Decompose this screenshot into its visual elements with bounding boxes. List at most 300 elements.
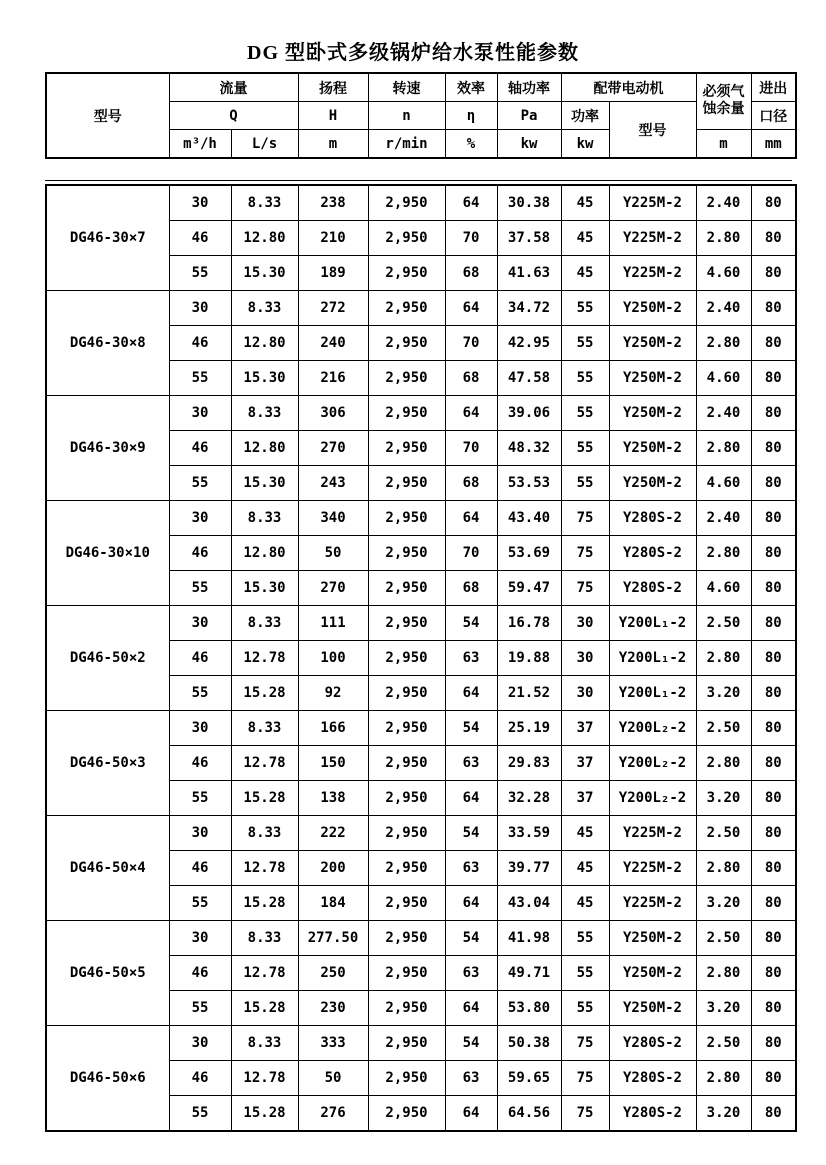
head-m-cell: 243 (298, 466, 368, 501)
shaft-power-kw-cell: 53.69 (497, 536, 561, 571)
motor-model-cell: Y280S-2 (609, 571, 696, 606)
motor-power-kw-cell: 55 (561, 956, 609, 991)
shaft-power-kw-cell: 59.65 (497, 1061, 561, 1096)
motor-power-kw-cell: 45 (561, 886, 609, 921)
flow-m3h-cell: 55 (169, 676, 231, 711)
flow-ls-cell: 8.33 (231, 501, 298, 536)
speed-rmin-cell: 2,950 (368, 536, 445, 571)
speed-rmin-cell: 2,950 (368, 676, 445, 711)
npsh-m-cell: 3.20 (696, 781, 751, 816)
flow-ls-cell: 8.33 (231, 921, 298, 956)
pump-model-cell: DG46-50×6 (46, 1026, 169, 1132)
port-mm-cell: 80 (751, 221, 796, 256)
flow-m3h-cell: 30 (169, 1026, 231, 1061)
motor-model-cell: Y250M-2 (609, 956, 696, 991)
flow-ls-cell: 12.78 (231, 851, 298, 886)
col-header-port-line1: 进出 (751, 73, 796, 102)
npsh-m-cell: 2.80 (696, 221, 751, 256)
npsh-m-cell: 2.50 (696, 1026, 751, 1061)
port-mm-cell: 80 (751, 466, 796, 501)
symbol-pa: Pa (497, 102, 561, 130)
shaft-power-kw-cell: 47.58 (497, 361, 561, 396)
head-m-cell: 216 (298, 361, 368, 396)
efficiency-pct-cell: 64 (445, 291, 497, 326)
flow-ls-cell: 8.33 (231, 185, 298, 221)
shaft-power-kw-cell: 59.47 (497, 571, 561, 606)
port-mm-cell: 80 (751, 606, 796, 641)
head-m-cell: 238 (298, 185, 368, 221)
flow-m3h-cell: 30 (169, 501, 231, 536)
shaft-power-kw-cell: 41.63 (497, 256, 561, 291)
port-mm-cell: 80 (751, 781, 796, 816)
col-header-flow: 流量 (169, 73, 298, 102)
speed-rmin-cell: 2,950 (368, 816, 445, 851)
head-m-cell: 340 (298, 501, 368, 536)
head-m-cell: 184 (298, 886, 368, 921)
efficiency-pct-cell: 54 (445, 606, 497, 641)
motor-model-cell: Y280S-2 (609, 501, 696, 536)
flow-ls-cell: 15.30 (231, 571, 298, 606)
flow-m3h-cell: 30 (169, 711, 231, 746)
speed-rmin-cell: 2,950 (368, 886, 445, 921)
motor-model-cell: Y200L₂-2 (609, 711, 696, 746)
npsh-m-cell: 2.40 (696, 185, 751, 221)
col-header-head: 扬程 (298, 73, 368, 102)
port-mm-cell: 80 (751, 711, 796, 746)
shaft-power-kw-cell: 29.83 (497, 746, 561, 781)
pump-table-body (46, 185, 796, 1131)
page-title: DG 型卧式多级锅炉给水泵性能参数 (247, 42, 579, 64)
npsh-m-cell: 2.80 (696, 536, 751, 571)
shaft-power-kw-cell: 49.71 (497, 956, 561, 991)
shaft-power-kw-cell: 30.38 (497, 185, 561, 221)
npsh-m-cell: 2.80 (696, 431, 751, 466)
npsh-m-cell: 4.60 (696, 256, 751, 291)
speed-rmin-cell: 2,950 (368, 851, 445, 886)
speed-rmin-cell: 2,950 (368, 781, 445, 816)
col-header-motor: 配带电动机 (561, 73, 696, 102)
speed-rmin-cell: 2,950 (368, 956, 445, 991)
motor-model-cell: Y225M-2 (609, 851, 696, 886)
pump-data-table (45, 184, 797, 1132)
table-row (46, 921, 796, 956)
table-row (46, 606, 796, 641)
port-mm-cell: 80 (751, 431, 796, 466)
npsh-m-cell: 2.80 (696, 956, 751, 991)
efficiency-pct-cell: 68 (445, 571, 497, 606)
efficiency-pct-cell: 70 (445, 326, 497, 361)
motor-power-kw-cell: 75 (561, 1026, 609, 1061)
flow-m3h-cell: 46 (169, 851, 231, 886)
flow-ls-cell: 15.28 (231, 886, 298, 921)
efficiency-pct-cell: 54 (445, 711, 497, 746)
flow-ls-cell: 15.28 (231, 991, 298, 1026)
port-mm-cell: 80 (751, 921, 796, 956)
flow-m3h-cell: 55 (169, 466, 231, 501)
efficiency-pct-cell: 64 (445, 1096, 497, 1132)
head-m-cell: 150 (298, 746, 368, 781)
motor-model-cell: Y250M-2 (609, 466, 696, 501)
unit-rmin: r/min (368, 130, 445, 159)
flow-m3h-cell: 30 (169, 185, 231, 221)
motor-model-cell: Y250M-2 (609, 396, 696, 431)
speed-rmin-cell: 2,950 (368, 256, 445, 291)
port-mm-cell: 80 (751, 641, 796, 676)
flow-ls-cell: 12.80 (231, 221, 298, 256)
flow-ls-cell: 8.33 (231, 396, 298, 431)
head-m-cell: 333 (298, 1026, 368, 1061)
port-mm-cell: 80 (751, 886, 796, 921)
speed-rmin-cell: 2,950 (368, 746, 445, 781)
efficiency-pct-cell: 54 (445, 1026, 497, 1061)
flow-m3h-cell: 30 (169, 291, 231, 326)
shaft-power-kw-cell: 43.04 (497, 886, 561, 921)
shaft-power-kw-cell: 53.53 (497, 466, 561, 501)
col-header-model: 型号 (46, 73, 169, 158)
flow-m3h-cell: 46 (169, 431, 231, 466)
motor-model-cell: Y280S-2 (609, 536, 696, 571)
shaft-power-kw-cell: 39.06 (497, 396, 561, 431)
speed-rmin-cell: 2,950 (368, 501, 445, 536)
head-m-cell: 240 (298, 326, 368, 361)
head-m-cell: 189 (298, 256, 368, 291)
unit-kw-motor: kw (561, 130, 609, 159)
motor-model-cell: Y250M-2 (609, 431, 696, 466)
unit-kw-shaft: kw (497, 130, 561, 159)
npsh-m-cell: 3.20 (696, 886, 751, 921)
header-row-1 (46, 73, 796, 102)
speed-rmin-cell: 2,950 (368, 291, 445, 326)
port-mm-cell: 80 (751, 1061, 796, 1096)
efficiency-pct-cell: 70 (445, 431, 497, 466)
speed-rmin-cell: 2,950 (368, 571, 445, 606)
motor-model-cell: Y280S-2 (609, 1096, 696, 1132)
flow-m3h-cell: 46 (169, 746, 231, 781)
flow-m3h-cell: 30 (169, 396, 231, 431)
npsh-label-line1: 必须气 (702, 85, 745, 101)
motor-power-kw-cell: 45 (561, 851, 609, 886)
head-m-cell: 222 (298, 816, 368, 851)
motor-model-cell: Y280S-2 (609, 1026, 696, 1061)
shaft-power-kw-cell: 37.58 (497, 221, 561, 256)
flow-m3h-cell: 46 (169, 956, 231, 991)
flow-m3h-cell: 46 (169, 1061, 231, 1096)
motor-power-kw-cell: 45 (561, 185, 609, 221)
shaft-power-kw-cell: 25.19 (497, 711, 561, 746)
port-mm-cell: 80 (751, 256, 796, 291)
efficiency-pct-cell: 63 (445, 746, 497, 781)
table-row (46, 185, 796, 221)
head-m-cell: 100 (298, 641, 368, 676)
efficiency-pct-cell: 70 (445, 221, 497, 256)
flow-m3h-cell: 55 (169, 256, 231, 291)
flow-ls-cell: 15.30 (231, 466, 298, 501)
head-m-cell: 92 (298, 676, 368, 711)
shaft-power-kw-cell: 16.78 (497, 606, 561, 641)
head-m-cell: 276 (298, 1096, 368, 1132)
speed-rmin-cell: 2,950 (368, 641, 445, 676)
speed-rmin-cell: 2,950 (368, 185, 445, 221)
motor-model-cell: Y250M-2 (609, 921, 696, 956)
table-row (46, 396, 796, 431)
port-mm-cell: 80 (751, 1096, 796, 1132)
motor-model-cell: Y200L₁-2 (609, 676, 696, 711)
speed-rmin-cell: 2,950 (368, 921, 445, 956)
speed-rmin-cell: 2,950 (368, 361, 445, 396)
head-m-cell: 50 (298, 536, 368, 571)
efficiency-pct-cell: 68 (445, 256, 497, 291)
port-mm-cell: 80 (751, 501, 796, 536)
flow-m3h-cell: 46 (169, 536, 231, 571)
port-mm-cell: 80 (751, 816, 796, 851)
port-mm-cell: 80 (751, 291, 796, 326)
flow-m3h-cell: 55 (169, 886, 231, 921)
unit-ls: L/s (231, 130, 298, 159)
head-m-cell: 270 (298, 431, 368, 466)
port-mm-cell: 80 (751, 361, 796, 396)
col-header-port-line2: 口径 (751, 102, 796, 130)
col-header-motor-model: 型号 (609, 102, 696, 159)
flow-ls-cell: 12.80 (231, 326, 298, 361)
head-m-cell: 111 (298, 606, 368, 641)
speed-rmin-cell: 2,950 (368, 1061, 445, 1096)
symbol-h: H (298, 102, 368, 130)
motor-model-cell: Y250M-2 (609, 291, 696, 326)
flow-m3h-cell: 55 (169, 781, 231, 816)
npsh-m-cell: 3.20 (696, 991, 751, 1026)
table-row (46, 501, 796, 536)
motor-model-cell: Y200L₁-2 (609, 606, 696, 641)
shaft-power-kw-cell: 64.56 (497, 1096, 561, 1132)
shaft-power-kw-cell: 53.80 (497, 991, 561, 1026)
motor-model-cell: Y200L₂-2 (609, 746, 696, 781)
motor-power-kw-cell: 45 (561, 256, 609, 291)
speed-rmin-cell: 2,950 (368, 606, 445, 641)
motor-power-kw-cell: 55 (561, 326, 609, 361)
unit-head-m: m (298, 130, 368, 159)
motor-model-cell: Y280S-2 (609, 1061, 696, 1096)
npsh-m-cell: 2.40 (696, 291, 751, 326)
pump-model-cell: DG46-50×5 (46, 921, 169, 1026)
motor-model-cell: Y250M-2 (609, 361, 696, 396)
speed-rmin-cell: 2,950 (368, 396, 445, 431)
efficiency-pct-cell: 64 (445, 991, 497, 1026)
shaft-power-kw-cell: 39.77 (497, 851, 561, 886)
flow-ls-cell: 8.33 (231, 711, 298, 746)
speed-rmin-cell: 2,950 (368, 431, 445, 466)
motor-power-kw-cell: 45 (561, 816, 609, 851)
port-mm-cell: 80 (751, 326, 796, 361)
speed-rmin-cell: 2,950 (368, 1096, 445, 1132)
unit-m3h: m³/h (169, 130, 231, 159)
pump-model-cell: DG46-30×8 (46, 291, 169, 396)
flow-ls-cell: 8.33 (231, 816, 298, 851)
flow-ls-cell: 15.30 (231, 361, 298, 396)
motor-model-cell: Y225M-2 (609, 256, 696, 291)
speed-rmin-cell: 2,950 (368, 1026, 445, 1061)
efficiency-pct-cell: 63 (445, 1061, 497, 1096)
flow-ls-cell: 15.28 (231, 1096, 298, 1132)
npsh-m-cell: 2.80 (696, 1061, 751, 1096)
flow-ls-cell: 15.28 (231, 781, 298, 816)
npsh-m-cell: 2.80 (696, 641, 751, 676)
npsh-m-cell: 2.80 (696, 851, 751, 886)
flow-ls-cell: 12.78 (231, 641, 298, 676)
flow-ls-cell: 8.33 (231, 291, 298, 326)
efficiency-pct-cell: 64 (445, 676, 497, 711)
motor-power-kw-cell: 55 (561, 466, 609, 501)
port-mm-cell: 80 (751, 1026, 796, 1061)
head-m-cell: 200 (298, 851, 368, 886)
npsh-m-cell: 3.20 (696, 1096, 751, 1132)
col-header-efficiency: 效率 (445, 73, 497, 102)
flow-ls-cell: 15.30 (231, 256, 298, 291)
flow-ls-cell: 12.80 (231, 536, 298, 571)
efficiency-pct-cell: 68 (445, 466, 497, 501)
pump-model-cell: DG46-50×3 (46, 711, 169, 816)
speed-rmin-cell: 2,950 (368, 991, 445, 1026)
flow-m3h-cell: 46 (169, 221, 231, 256)
efficiency-pct-cell: 64 (445, 501, 497, 536)
shaft-power-kw-cell: 34.72 (497, 291, 561, 326)
npsh-m-cell: 2.40 (696, 396, 751, 431)
flow-m3h-cell: 55 (169, 1096, 231, 1132)
efficiency-pct-cell: 68 (445, 361, 497, 396)
table-row (46, 1026, 796, 1061)
col-header-motor-power: 功率 (561, 102, 609, 130)
head-m-cell: 272 (298, 291, 368, 326)
head-m-cell: 50 (298, 1061, 368, 1096)
efficiency-pct-cell: 63 (445, 956, 497, 991)
npsh-m-cell: 2.50 (696, 711, 751, 746)
efficiency-pct-cell: 54 (445, 816, 497, 851)
npsh-m-cell: 2.50 (696, 921, 751, 956)
shaft-power-kw-cell: 32.28 (497, 781, 561, 816)
flow-m3h-cell: 55 (169, 571, 231, 606)
npsh-label-line2: 蚀余量 (702, 101, 745, 117)
col-header-npsh (696, 73, 751, 130)
efficiency-pct-cell: 54 (445, 921, 497, 956)
motor-power-kw-cell: 75 (561, 1096, 609, 1132)
motor-power-kw-cell: 55 (561, 396, 609, 431)
motor-power-kw-cell: 55 (561, 361, 609, 396)
head-m-cell: 138 (298, 781, 368, 816)
col-header-shaft-power: 轴功率 (497, 73, 561, 102)
port-mm-cell: 80 (751, 396, 796, 431)
flow-ls-cell: 12.80 (231, 431, 298, 466)
pump-model-cell: DG46-30×9 (46, 396, 169, 501)
npsh-m-cell: 2.50 (696, 816, 751, 851)
flow-ls-cell: 8.33 (231, 606, 298, 641)
npsh-m-cell: 2.40 (696, 501, 751, 536)
shaft-power-kw-cell: 21.52 (497, 676, 561, 711)
motor-power-kw-cell: 37 (561, 711, 609, 746)
motor-model-cell: Y225M-2 (609, 816, 696, 851)
motor-power-kw-cell: 30 (561, 676, 609, 711)
flow-ls-cell: 12.78 (231, 956, 298, 991)
flow-ls-cell: 8.33 (231, 1026, 298, 1061)
motor-power-kw-cell: 37 (561, 781, 609, 816)
head-m-cell: 210 (298, 221, 368, 256)
flow-m3h-cell: 30 (169, 606, 231, 641)
efficiency-pct-cell: 64 (445, 886, 497, 921)
unit-percent: % (445, 130, 497, 159)
flow-ls-cell: 15.28 (231, 676, 298, 711)
head-m-cell: 277.50 (298, 921, 368, 956)
flow-m3h-cell: 46 (169, 641, 231, 676)
motor-power-kw-cell: 30 (561, 641, 609, 676)
motor-power-kw-cell: 75 (561, 536, 609, 571)
motor-model-cell: Y250M-2 (609, 326, 696, 361)
divider-line (45, 180, 792, 181)
motor-power-kw-cell: 55 (561, 921, 609, 956)
npsh-m-cell: 4.60 (696, 571, 751, 606)
motor-model-cell: Y225M-2 (609, 185, 696, 221)
speed-rmin-cell: 2,950 (368, 221, 445, 256)
table-row (46, 711, 796, 746)
npsh-m-cell: 2.50 (696, 606, 751, 641)
efficiency-pct-cell: 64 (445, 185, 497, 221)
flow-m3h-cell: 55 (169, 361, 231, 396)
motor-power-kw-cell: 37 (561, 746, 609, 781)
motor-power-kw-cell: 30 (561, 606, 609, 641)
efficiency-pct-cell: 70 (445, 536, 497, 571)
motor-power-kw-cell: 55 (561, 991, 609, 1026)
flow-m3h-cell: 30 (169, 921, 231, 956)
shaft-power-kw-cell: 43.40 (497, 501, 561, 536)
shaft-power-kw-cell: 19.88 (497, 641, 561, 676)
speed-rmin-cell: 2,950 (368, 326, 445, 361)
symbol-q: Q (169, 102, 298, 130)
efficiency-pct-cell: 63 (445, 641, 497, 676)
motor-power-kw-cell: 55 (561, 431, 609, 466)
motor-model-cell: Y250M-2 (609, 991, 696, 1026)
table-row (46, 816, 796, 851)
speed-rmin-cell: 2,950 (368, 466, 445, 501)
speed-rmin-cell: 2,950 (368, 711, 445, 746)
flow-ls-cell: 12.78 (231, 746, 298, 781)
efficiency-pct-cell: 63 (445, 851, 497, 886)
port-mm-cell: 80 (751, 571, 796, 606)
motor-model-cell: Y200L₁-2 (609, 641, 696, 676)
head-m-cell: 230 (298, 991, 368, 1026)
npsh-m-cell: 4.60 (696, 466, 751, 501)
head-m-cell: 166 (298, 711, 368, 746)
pump-model-cell: DG46-30×10 (46, 501, 169, 606)
port-mm-cell: 80 (751, 676, 796, 711)
table-row (46, 291, 796, 326)
head-m-cell: 270 (298, 571, 368, 606)
flow-m3h-cell: 46 (169, 326, 231, 361)
npsh-m-cell: 2.80 (696, 746, 751, 781)
npsh-m-cell: 3.20 (696, 676, 751, 711)
motor-model-cell: Y200L₂-2 (609, 781, 696, 816)
port-mm-cell: 80 (751, 851, 796, 886)
motor-power-kw-cell: 55 (561, 291, 609, 326)
port-mm-cell: 80 (751, 536, 796, 571)
pump-model-cell: DG46-50×4 (46, 816, 169, 921)
col-header-speed: 转速 (368, 73, 445, 102)
shaft-power-kw-cell: 33.59 (497, 816, 561, 851)
unit-npsh-m: m (696, 130, 751, 159)
flow-m3h-cell: 30 (169, 816, 231, 851)
port-mm-cell: 80 (751, 185, 796, 221)
motor-model-cell: Y225M-2 (609, 886, 696, 921)
pump-model-cell: DG46-50×2 (46, 606, 169, 711)
port-mm-cell: 80 (751, 956, 796, 991)
efficiency-pct-cell: 64 (445, 781, 497, 816)
shaft-power-kw-cell: 48.32 (497, 431, 561, 466)
